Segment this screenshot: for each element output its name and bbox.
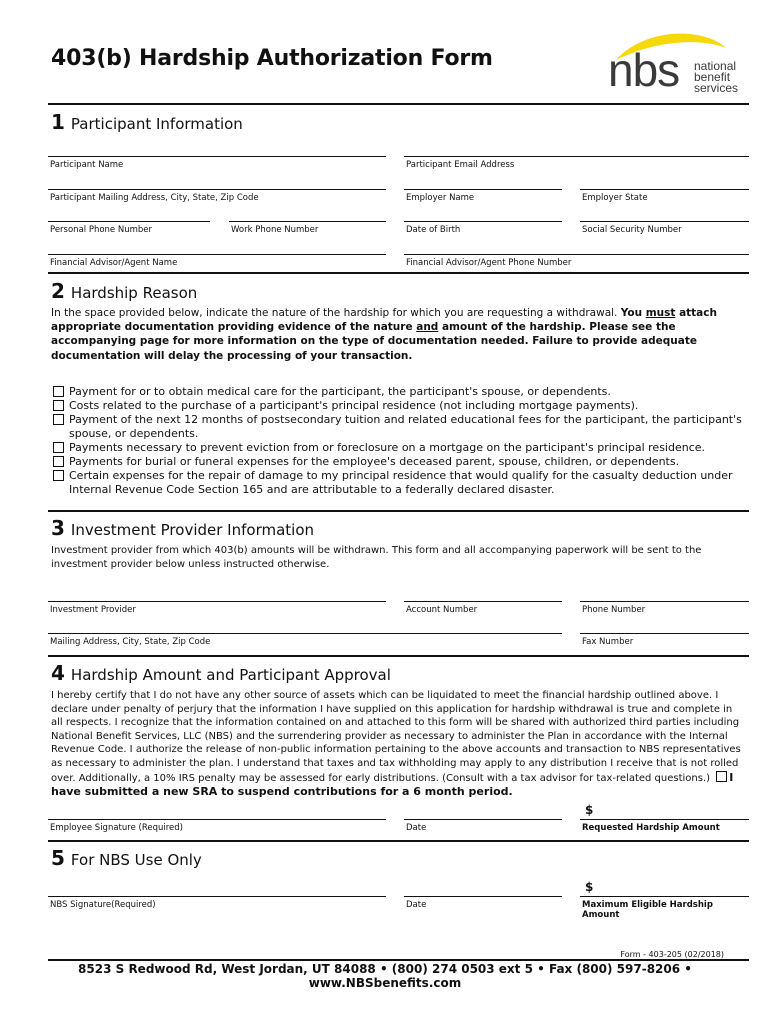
section-4-heading <box>51 661 391 685</box>
account-number-field[interactable]: Account Number <box>404 601 562 615</box>
hardship-option[interactable]: Costs related to the purchase of a participant's principal residence (not including mortgage payments). <box>53 399 745 413</box>
sra-statement: I have submitted a new SRA to suspend contributions for a 6 month period. <box>51 770 734 799</box>
investment-provider-field[interactable]: Investment Provider <box>48 601 386 615</box>
participant-name-field[interactable]: Participant Name <box>48 156 386 170</box>
ssn-field[interactable]: Social Security Number <box>580 221 749 235</box>
section-2-heading <box>51 279 197 303</box>
section-number: 2 <box>51 279 65 303</box>
footer-contact: 8523 S Redwood Rd, West Jordan, UT 84088 • (800) 274 0503 ext 5 • Fax (800) 597-8206 • www.NBSbenefits.com <box>78 962 692 990</box>
fax-number-field[interactable]: Fax Number <box>580 633 749 647</box>
checkbox[interactable] <box>53 414 64 425</box>
checkbox[interactable] <box>53 442 64 453</box>
provider-instructions: Investment provider from which 403(b) amounts will be withdrawn. This form and all accompanying paperwork will be sent to the investment provider below unless instructed otherwise. <box>51 545 702 570</box>
section-5-heading <box>51 846 202 870</box>
mailing-address-field[interactable]: Participant Mailing Address, City, State, Zip Code <box>48 189 386 203</box>
personal-phone-field[interactable]: Personal Phone Number <box>48 221 210 235</box>
hardship-instructions: In the space provided below, indicate the nature of the hardship for which you are requesting a withdrawal. You must attach appropriate documentation providing evidence of the nature and amount of the hardship. Please see the accompanying page for more information on the type of documentation needed. Failure to provide adequate documentation will delay the processing of your transaction. <box>51 307 717 362</box>
section-divider <box>48 272 749 274</box>
checkbox[interactable] <box>53 456 64 467</box>
nbs-signature-field[interactable]: NBS Signature(Required) <box>48 896 386 910</box>
employer-state-field[interactable]: Employer State <box>580 189 749 203</box>
section-1-heading <box>51 110 243 134</box>
section-title: Hardship Amount and Participant Approval <box>70 666 391 684</box>
employee-signature-field[interactable]: Employee Signature (Required) <box>48 819 386 833</box>
section-title: For NBS Use Only <box>70 851 202 869</box>
section-number: 5 <box>51 846 65 870</box>
logo-mark: nbs <box>608 44 680 96</box>
max-amount-field[interactable]: Maximum Eligible Hardship Amount <box>580 896 749 920</box>
checkbox[interactable] <box>53 400 64 411</box>
phone-number-field[interactable]: Phone Number <box>580 601 749 615</box>
section-number: 1 <box>51 110 65 134</box>
section-title: Investment Provider Information <box>70 521 315 539</box>
footer-divider <box>48 959 749 961</box>
form-number: Form - 403-205 (02/2018) <box>620 950 724 959</box>
nbs-logo <box>606 30 752 100</box>
checkbox[interactable] <box>53 470 64 481</box>
requested-amount-field[interactable]: Requested Hardship Amount <box>580 819 749 833</box>
dollar-sign: $ <box>585 803 594 817</box>
advisor-name-field[interactable]: Financial Advisor/Agent Name <box>48 254 386 268</box>
date-of-birth-field[interactable]: Date of Birth <box>404 221 562 235</box>
section-number: 4 <box>51 661 65 685</box>
page-title: 403(b) Hardship Authorization Form <box>51 46 493 71</box>
section-title: Participant Information <box>70 115 243 133</box>
hardship-option[interactable]: Payment for or to obtain medical care for the participant, the participant's spouse, or dependents. <box>53 385 745 399</box>
section-divider <box>48 655 749 657</box>
participant-email-field[interactable]: Participant Email Address <box>404 156 749 170</box>
section-divider <box>48 103 749 105</box>
nbs-date-field[interactable]: Date <box>404 896 562 910</box>
logo-line3: services <box>694 81 739 95</box>
hardship-option[interactable]: Payments necessary to prevent eviction from or foreclosure on a mortgage on the participant's principal residence. <box>53 441 745 455</box>
advisor-phone-field[interactable]: Financial Advisor/Agent Phone Number <box>404 254 749 268</box>
employer-name-field[interactable]: Employer Name <box>404 189 562 203</box>
logo-line1: national <box>694 59 737 73</box>
dollar-sign: $ <box>585 880 594 894</box>
hardship-options <box>53 385 745 497</box>
section-divider <box>48 840 749 842</box>
logo-line2: benefit <box>694 70 731 84</box>
sra-checkbox[interactable] <box>716 771 727 782</box>
employee-date-field[interactable]: Date <box>404 819 562 833</box>
checkbox[interactable] <box>53 386 64 397</box>
work-phone-field[interactable]: Work Phone Number <box>229 221 386 235</box>
certification-text: I hereby certify that I do not have any other source of assets which can be liquidated to meet the financial hardship outlined above. I declare under penalty of perjury that the information I have supplied on this application for hardship withdrawal is true and complete in all respects. I recognize that the information contained on and attached to this form will be shared with authorized third parties including National Benefit Services, LLC (NBS) and the surrendering provider as necessary to administer the Plan in accordance with the Internal Revenue Code. I authorize the release of non-public information pertaining to the above accounts and transaction to NBS representatives as necessary to administer the plan. I understand that taxes and tax withholding may apply to any distribution I receive that is not rolled over. Additionally, a 10% IRS penalty may be assessed for early distributions. (Consult with a tax advisor for tax-related questions.) I have submitted a new SRA to suspend contributions for a 6 month period. <box>51 690 741 799</box>
hardship-option[interactable]: Certain expenses for the repair of damage to my principal residence that would qualify for the casualty deduction under Internal Revenue Code Section 165 and are attributable to a federally declared disaster. <box>53 469 745 497</box>
hardship-option[interactable]: Payments for burial or funeral expenses for the employee's deceased parent, spouse, children, or dependents. <box>53 455 745 469</box>
hardship-option[interactable]: Payment of the next 12 months of postsecondary tuition and related educational fees for the participant, the participant's spouse, or dependents. <box>53 413 745 441</box>
provider-address-field[interactable]: Mailing Address, City, State, Zip Code <box>48 633 562 647</box>
section-number: 3 <box>51 516 65 540</box>
section-3-heading <box>51 516 314 540</box>
section-title: Hardship Reason <box>70 284 198 302</box>
section-divider <box>48 510 749 512</box>
